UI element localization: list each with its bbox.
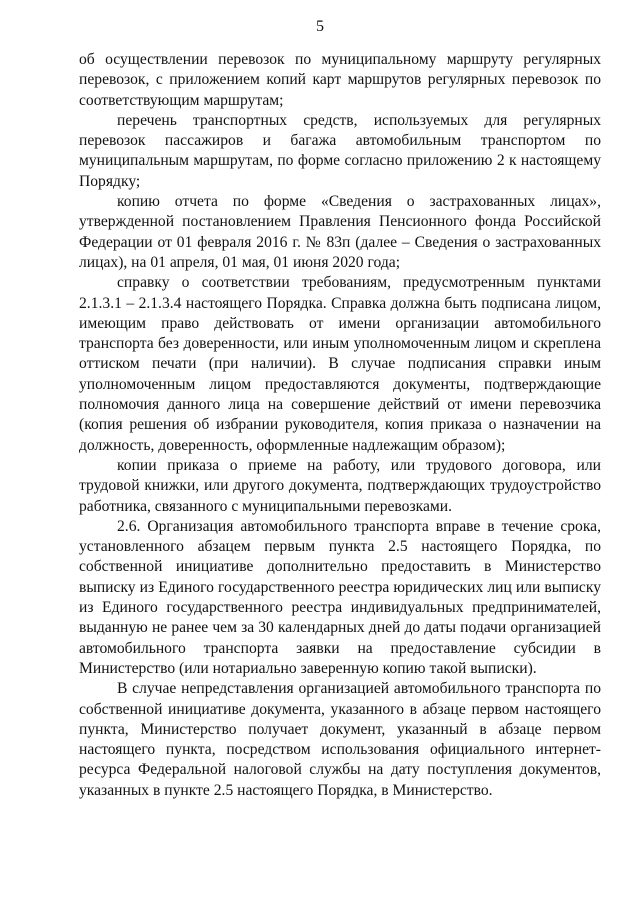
document-body [79,50,601,801]
paragraph-ministry-request: В случае непредставления организацией автомобильного транспорта по собственной инициативе документа, указанного в абзаце первом настоящего пункта, Министерство получает документ, указанный в абзаце первом настоящего пункта, посредством использования официального интернет-ресурса Федеральной налоговой службы на дату поступления документов, указанных в пункте 2.5 настоящего Порядка, в Министерство. [79,680,601,799]
paragraph-route-maps: об осуществлении перевозок по муниципальному маршруту регулярных перевозок, с приложением копий карт маршрутов регулярных перевозок по соответствующим маршрутам; [79,51,601,109]
page-number: 5 [316,18,324,35]
paragraph-vehicle-list: перечень транспортных средств, используемых для регулярных перевозок пассажиров и багажа автомобильным транспортом по муниципальным маршрутам, по форме согласно приложению 2 к настоящему Порядку; [79,111,601,190]
paragraph-insured-persons-report: копию отчета по форме «Сведения о застрахованных лицах», утвержденной постановлением Правления Пенсионного фонда Российской Федерации от 01 февраля 2016 г. № 83п (далее – Сведения о застрахованных лицах), на 01 апреля, 01 мая, 01 июня 2020 года; [79,193,601,271]
paragraph-employment-documents: копии приказа о приеме на работу, или трудового договора, или трудовой книжки, или другого документа, подтверждающих трудоустройство работника, связанного с муниципальными перевозками. [79,456,601,515]
paragraph-compliance-certificate: справку о соответствии требованиям, предусмотренным пунктами 2.1.3.1 – 2.1.3.4 настоящего Порядка. Справка должна быть подписана лицом, имеющим право действовать от имени организации автомобильного транспорта без доверенности, или иным уполномоченным лицом и скреплена оттиском печати (при наличии). В случае подписания справки иным уполномоченным лицом предоставляются документы, подтверждающие полномочия данного лица на совершение действий от имени перевозчика (копия решения об избрании руководителя, копия приказа о назначении на должность, доверенность, оформленные надлежащим образом); [79,274,601,454]
paragraph-section-2-6: 2.6. Организация автомобильного транспорта вправе в течение срока, установленного абзацем первым пункта 2.5 настоящего Порядка, по собственной инициативе дополнительно предоставить в Министерство выписку из Единого государственного реестра юридических лиц или выписку из Единого государственного реестра индивидуальных предпринимателей, выданную не ранее чем за 30 календарных дней до даты подачи организацией автомобильного транспорта заявки на предоставление субсидии в Министерство (или нотариально заверенную копию такой выписки). [79,517,601,677]
